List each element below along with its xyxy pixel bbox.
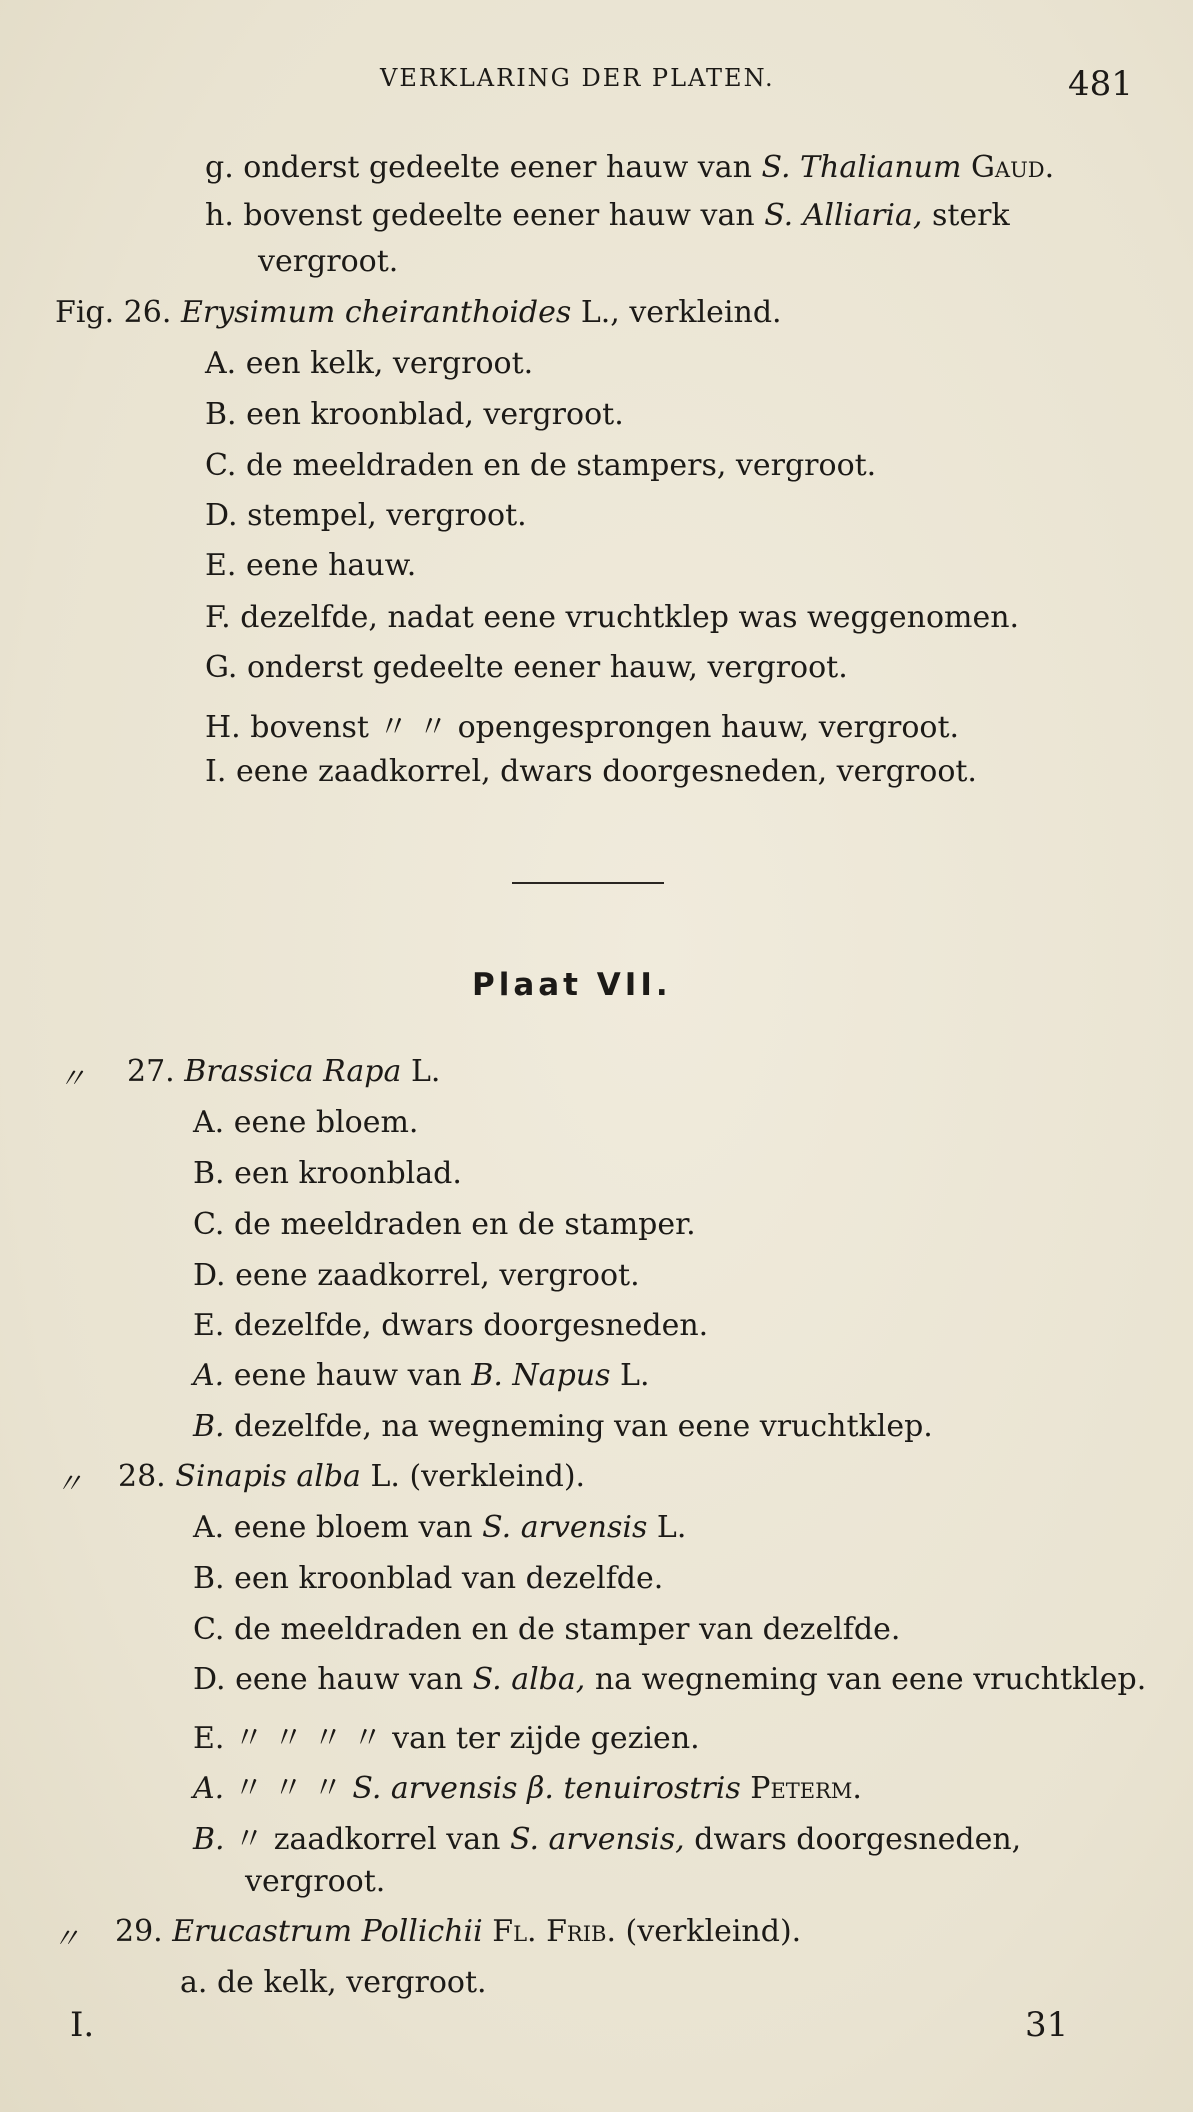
fig26-item-a: A. een kelk, vergroot. xyxy=(205,346,534,381)
figure-heading-28: 28. Sinapis alba L. (verkleind). xyxy=(118,1459,586,1494)
figure-heading-29: 29. Erucastrum Pollichii Fl. Frib. (verkleind). xyxy=(115,1914,802,1949)
fig26-item-h: H. bovenst 〃 〃 opengesprongen hauw, vergroot. xyxy=(205,710,960,745)
fig29-item-a: a. de kelk, vergroot. xyxy=(180,1965,487,2000)
item-g: g. onderst gedeelte eener hauw van S. Thalianum Gaud. xyxy=(205,150,1055,185)
figure-heading-26: Fig. 26. Erysimum cheiranthoides L., verkleind. xyxy=(55,295,782,330)
fig28-item-e: E. 〃 〃 〃 〃 van ter zijde gezien. xyxy=(193,1721,700,1756)
fig26-item-g: G. onderst gedeelte eener hauw, vergroot. xyxy=(205,650,848,685)
fig26-item-c: C. de meeldraden en de stampers, vergroot. xyxy=(205,448,877,483)
section-divider xyxy=(512,882,664,884)
fig26-item-e: E. eene hauw. xyxy=(205,548,417,583)
fig28-item-a-italic: A. 〃 〃 〃 S. arvensis β. tenuirostris Peterm. xyxy=(193,1771,862,1806)
item-h-continued: vergroot. xyxy=(258,244,399,279)
figure-heading-27: 27. Brassica Rapa L. xyxy=(127,1054,441,1089)
ditto-mark: 〃 xyxy=(52,1922,81,1955)
fig28-item-b-continued: vergroot. xyxy=(245,1864,386,1899)
fig27-item-b-italic: B. dezelfde, na wegneming van eene vruchtklep. xyxy=(193,1409,933,1444)
fig27-item-e: E. dezelfde, dwars doorgesneden. xyxy=(193,1308,709,1343)
fig28-item-b: B. een kroonblad van dezelfde. xyxy=(193,1561,664,1596)
plate-heading: Plaat VII. xyxy=(472,967,672,1003)
fig27-item-c: C. de meeldraden en de stamper. xyxy=(193,1207,696,1242)
fig27-item-a: A. eene bloem. xyxy=(193,1105,419,1140)
fig26-item-d: D. stempel, vergroot. xyxy=(205,498,527,533)
item-h: h. bovenst gedeelte eener hauw van S. Alliaria, sterk xyxy=(205,198,1010,233)
signature-mark-left: I. xyxy=(70,2005,95,2045)
fig28-item-c: C. de meeldraden en de stamper van dezelfde. xyxy=(193,1612,901,1647)
fig27-item-b: B. een kroonblad. xyxy=(193,1156,462,1191)
fig27-item-a-italic: A. eene hauw van B. Napus L. xyxy=(193,1358,650,1393)
fig27-item-d: D. eene zaadkorrel, vergroot. xyxy=(193,1258,640,1293)
running-title: VERKLARING DER PLATEN. xyxy=(380,64,775,92)
fig28-item-b-italic: B. 〃 zaadkorrel van S. arvensis, dwars doorgesneden, xyxy=(193,1822,1022,1857)
fig26-item-b: B. een kroonblad, vergroot. xyxy=(205,397,624,432)
fig26-item-f: F. dezelfde, nadat eene vruchtklep was weggenomen. xyxy=(205,600,1020,635)
ditto-mark: 〃 xyxy=(55,1467,84,1500)
ditto-mark: 〃 xyxy=(58,1062,87,1095)
signature-mark-right: 31 xyxy=(1025,2005,1069,2045)
fig28-item-d: D. eene hauw van S. alba, na wegneming van eene vruchtklep. xyxy=(193,1662,1147,1697)
page-number: 481 xyxy=(1068,64,1133,104)
fig26-item-i: I. eene zaadkorrel, dwars doorgesneden, vergroot. xyxy=(205,754,977,789)
fig28-item-a: A. eene bloem van S. arvensis L. xyxy=(193,1510,687,1545)
